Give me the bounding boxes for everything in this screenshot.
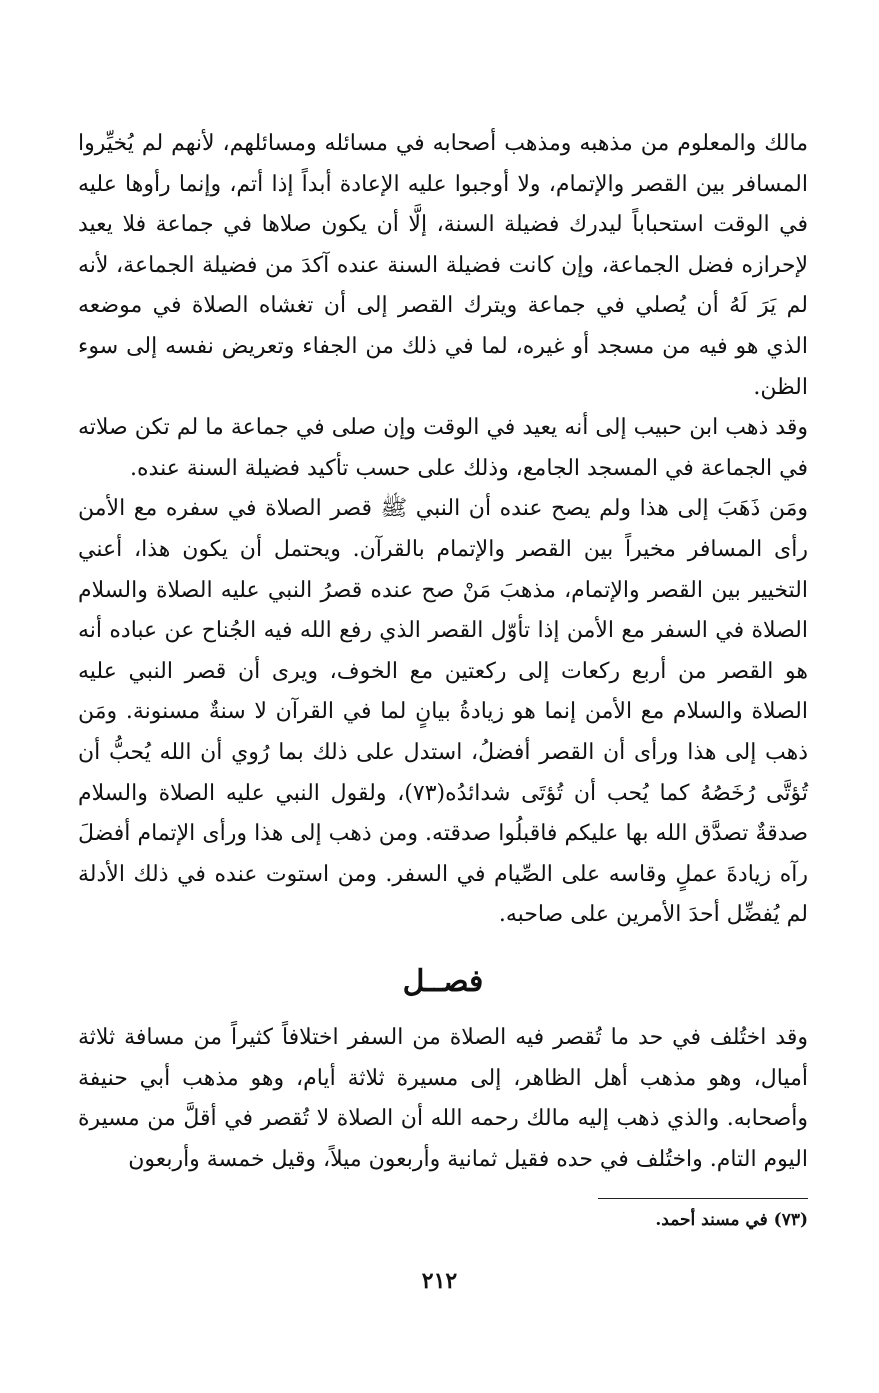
paragraph: وقد ذهب ابن حبيب إلى أنه يعيد في الوقت وإن صلى في جماعة ما لم تكن صلاته في الجماعة في المسجد الجامع، وذلك على حسب تأكيد فضيلة السنة عنده. [78,415,808,481]
page-number: ٢١٢ [421,1268,458,1294]
paragraph: مالك والمعلوم من مذهبه ومذهب أصحابه في مسائله ومسائلهم، لأنهم لم يُخيِّروا المسافر بين القصر والإتمام، ولا أوجبوا عليه الإعادة أبداً إذا أتم، وإنما رأوها عليه في الوقت استحباباً ليدرك فضيلة السنة، إلَّا أن يكون صلاها في جماعة فلا يعيد لإحرازه فضل الجماعة، وإن كانت فضيلة السنة عنده آكدَ من فضيلة الجماعة، لأنه لم يَرَ لَهُ أن يُصلي في جماعة ويترك القصر إلى أن تغشاه الصلاة في موضعه الذي هو فيه من مسجد أو غيره، لما في ذلك من الجفاء وتعريض نفسه إلى سوء الظن. [78,131,808,400]
footnote-divider [598,1198,808,1199]
footnote: (٧٣) في مسند أحمد. [655,1210,808,1230]
section-heading: فصــل [402,964,484,999]
paragraph: وقد اختُلف في حد ما تُقصر فيه الصلاة من السفر اختلافاً كثيراً من مسافة ثلاثة أميال، وهو مذهب أهل الظاهر، إلى مسيرة ثلاثة أيام، وهو مذهب أبي حنيفة وأصحابه. والذي ذهب إليه مالك رحمه الله أن الصلاة لا تُقصر في أقلَّ من مسيرة اليوم التام. واختُلف في حده فقيل ثمانية وأربعون ميلاً، وقيل خمسة وأربعون [78,1025,808,1172]
main-text [78,124,808,936]
section-text [78,1018,808,1180]
paragraph: ومَن ذَهَبَ إلى هذا ولم يصح عنده أن النبي ﷺ قصر الصلاة في سفره مع الأمن رأى المسافر مخيراً بين القصر والإتمام بالقرآن. ويحتمل أن يكون هذا، أعني التخيير بين القصر والإتمام، مذهبَ مَنْ صح عنده قصرُ النبي عليه الصلاة والسلام الصلاة في السفر مع الأمن إذا تأوّل القصر الذي رفع الله فيه الجُناح عن عباده أنه هو القصر من أربع ركعات إلى ركعتين مع الخوف، ويرى أن قصر النبي عليه الصلاة والسلام مع الأمن إنما هو زيادةُ بيانٍ لما في القرآن لا سنةٌ مسنونة. ومَن ذهب إلى هذا ورأى أن القصر أفضلُ، استدل على ذلك بما رُوي أن الله يُحبُّ أن تُؤتَّى رُخَصُهُ كما يُحب أن تُؤتَى شدائدُه(٧٣)، ولقول النبي عليه الصلاة والسلام صدقةٌ تصدَّق الله بها عليكم فاقبلُوا صدقته. ومن ذهب إلى هذا ورأى الإتمام أفضلَ رآه زيادةَ عملٍ وقاسه على الصِّيام في السفر. ومن استوت عنده في ذلك الأدلة لم يُفضِّل أحدَ الأمرين على صاحبه. [78,496,808,928]
